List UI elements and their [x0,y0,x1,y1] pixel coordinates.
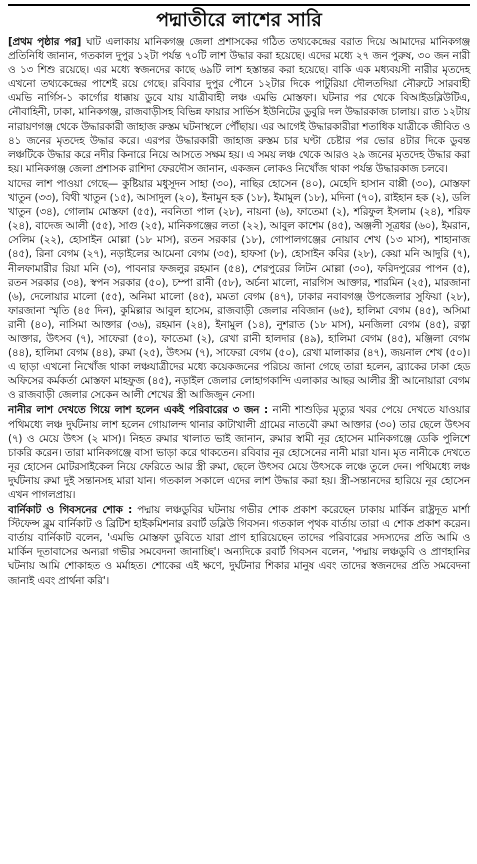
article-paragraph-3 [8,403,470,502]
article-paragraph-1 [8,35,470,176]
paragraph-subheading: বার্নিকাট ও গিবসনের শোক : [8,504,133,517]
paragraph-text: নানী শাশুড়ির মৃত্যুর খবর পেয়ে দেখতে যাওয়ার পথিমধ্যে লঞ্চ দুর্ঘটনায় লাশ হলেন গোয়ালন্দ থানার কাটাখালী গ্রামের নাতবৌ রুমা আক্তার (৩০) তার ছেলে উৎসব (৭) ও মেয়ে উৎস (২ মাস)। নিহত রুমার খালাত ভাই জানান, রুমার স্বামী নূর হোসেন মানিকগঞ্জে ডেকি পুলিশে চাকরি করেন। তারা মানিকগঞ্জে বাসা ভাড়া করে থাকতেন। রবিবার নূর হোসেনের নানী মারা যান। মৃত নানীকে দেখতে নূর হোসেন মোটরসাইকেল নিয়ে ফেরিতে আর স্ত্রী রুমা, ছেলে উৎসব মেয়ে উৎসকে লঞ্চে তুলে দেন। পথিমধ্যে লঞ্চ দুর্ঘটনায় রুমা দুই সন্তানসহ মারা যান। গতকাল সকালে এদের লাশ উদ্ধার করা হয়। স্ত্রী-সন্তানদের হারিয়ে নূর হোসেন এখন পাগলপ্রায়। [8,404,470,501]
paragraph-lead: [প্রথম পৃষ্ঠার পর] [8,36,82,48]
paragraph-subheading: নানীর লাশ দেখতে গিয়ে লাশ হলেন একই পরিবারের ৩ জন : [8,404,268,417]
article-paragraph-4 [8,503,470,588]
paragraph-text: ঘাট এলাকায় মানিকগঞ্জ জেলা প্রশাসকের গঠিত তথ্যকেন্দ্রের বরাত দিয়ে আমাদের মানিকগঞ্জ প্রতিনিধি জানান, গতকাল দুপুর ১২টা পর্যন্ত ৭০টি লাশ উদ্ধার করা হয়েছে। এদের মধ্যে ২৭ জন পুরুষ, ৩০ জন নারী ও ১৩ শিশু রয়েছে। এর মধ্যে স্বজনদের কাছে ৬৯টি লাশ হস্তান্তর করা হয়েছে। বাকি এক মধ্যবয়সী নারীর মৃতদেহ এখনো তথ্যকেন্দ্রের পাশেই রয়ে গেছে। রবিবার দুপুর পৌনে ১২টার দিকে পাটুরিয়া দৌলতদিয়া নৌরুটে সারবাহী এমভি নার্গিস-১ কার্গোর ধাক্কায় ডুবে যায় যাত্রীবাহী লঞ্চ এমভি মোস্তফা। ঘটনার পর থেকে বিআইডব্লিউটিএ, নৌবাহিনী, ঢাকা, মানিকগঞ্জ, রাজবাড়ীসহ বিভিন্ন ফায়ার সার্ভিস ইউনিটের ডুবুরি দল উদ্ধারকাজ চালায়। রাত ১২টায় নারায়ণগঞ্জ থেকে উদ্ধারকারী জাহাজ রুস্তম ঘটনাস্থলে পৌঁছায়। এর আগেই উদ্ধারকারীরা শতাধিক যাত্রীকে জীবিত ও ৪১ জনের মৃতদেহ উদ্ধার করে। এরপর উদ্ধারকারী জাহাজ রুস্তম চার ঘণ্টা চেষ্টার পর ভোর ৪টার দিকে ডুবন্ত লঞ্চটিকে উদ্ধার করে নদীর কিনারে নিয়ে আসতে সক্ষম হয়। এ সময় লঞ্চ থেকে আরও ২৯ জনের মৃতদেহ উদ্ধার করা হয়। মানিকগঞ্জ জেলা প্রশাসক রাশিদা ফেরদৌস জানান, একজন লোকও নিখোঁজ থাকা পর্যন্ত উদ্ধারকাজ চলবে। [8,36,471,175]
paragraph-text: পদ্মায় লঞ্চডুবির ঘটনায় গভীর শোক প্রকাশ করেছেন ঢাকায় মার্কিন রাষ্ট্রদূত মার্শা স্টিফেন্স ব্লুম বার্নিকাট ও ব্রিটিশ হাইকমিশনার রবার্ট ডব্লিউ গিবসন। গতকাল পৃথক বার্তায় তারা এ শোক প্রকাশ করেন। বার্তায় বার্নিকাট বলেন, 'এমভি মোস্তফা ডুবিতে যারা প্রাণ হারিয়েছেন তাদের পরিবারের সদস্যদের প্রতি আমি ও মার্কিন দূতাবাসের অন্যরা গভীর সমবেদনা জানাচ্ছি'। অন্যদিকে রবার্ট গিবসন বলেন, 'পদ্মায় লঞ্চডুবি ও প্রাণহানির ঘটনায় আমি শোকাহত ও মর্মাহত। শোকের এই ক্ষণে, দুর্ঘটনার শিকার মানুষ এবং তাদের স্বজনদের প্রতি সমবেদনা জানাই এবং প্রার্থনা করি'। [8,504,470,587]
paragraph-text: যাদের লাশ পাওয়া গেছে— কুষ্টিয়ার মধুসূদন সাহা (৩০), নাছির হোসেন (৪০), মেহেদি হাসান বাপ্পী (৩০), মোস্তফা খাতুন (৩৩), বিথী খাতুন (১৫), আসাদুল (২০), ইনামুন হক (১৮), ইমামুল (১৮), মদিনা (৭০), রাইহান হক (২), ডলি খাতুন (৩৪), গোলাম মোস্তফা (৫৫), নবনিতা পাল (২৮), নায়না (৬), ফাতেমা (২), শরিফুল ইসলাম (২৪), শরিফ (২৪), বাদেজ আলী (৫৫), সাগু (২৫), মানিকগঞ্জের লতা (২২), আবুল কাশেম (৪৫), অঞ্জলী সূত্রধর (৬০), ইমরান, সেলিম (২২), হোসাইন মোল্লা (১৮ মাস), রতন সরকার (১৮), গোপালগঞ্জের নোয়াব শেখ (১৩ মাস), শাহানাজ (৪৫), রিনা বেগম (২৭), নড়াইলের আমেনা বেগম (৩৫), হাফসা (৮), হোসাইন কবির (২৮), কেয়া মনি আদুরি (৭), নীলফামারীর রিয়া মনি (৩), পাবনার ফজলুর রহমান (৫৪), শেরপুরের লিটন মোল্লা (৩০), ফরিদপুরের পাপন (৫), রতন সরকার (৩৪), স্বপন সরকার (৫০), চম্পা রানী (৫৮), অর্চনা মালো, নারগিস আক্তার, শারমিন (২৫), মারজানা (৬), দেলোয়ার মালো (৫৫), অনিমা মালো (৪৫), মমতা বেগম (৪৭), ঢাকার নবাবগঞ্জ উপজেলার সুফিয়া (২৮), ফারজানা স্মৃতি (৪৫ দিন), কুমিল্লার আবুল হাসেম, রাজবাড়ী জেলার নবিজান (৬৫), হালিমা বেগম (৪৫), অসিমা রানী (৪০), নাসিমা আক্তার (৩৬), রহমান (২৪), ইনামুল (১৪), নুশরাত (১৮ মাস), মনজিলা বেগম (৪৫), রত্না আক্তার, উৎসব (৭), সাফেরা (৫০), ফাতেমা (২), রেখা রানী হালদার (৪৯), হালিমা বেগম (৪৫), মঞ্জিলা বেগম (৪৪), হালিমা বেগম (৪৪), রুমা (২৫), উৎসম (৭), সাফেরা বেগম (৫০), রেখা মালাকার (৪৭), জয়নাল শেখ (৫০)। এ ছাড়া এখনো নিখোঁজ থাকা লঞ্চযাত্রীদের মধ্যে কয়েকজনের পরিচয় জানা গেছে তারা হলেন, ব্র্যাকের ঢাকা হেড অফিসের কর্মকর্তা মোস্তফা মাহফুজ (৪৫), নড়াইল জেলার লোহাগকান্দি এলাকার আছর আলীর স্ত্রী আনোয়ারা বেগম ও রাজবাড়ী জেলার সেকেন আলী শেখের স্ত্রী আজিজুন নেসা। [8,177,470,402]
article-paragraph-2 [8,177,470,403]
article-headline: পদ্মাতীরে লাশের সারি [8,4,470,32]
